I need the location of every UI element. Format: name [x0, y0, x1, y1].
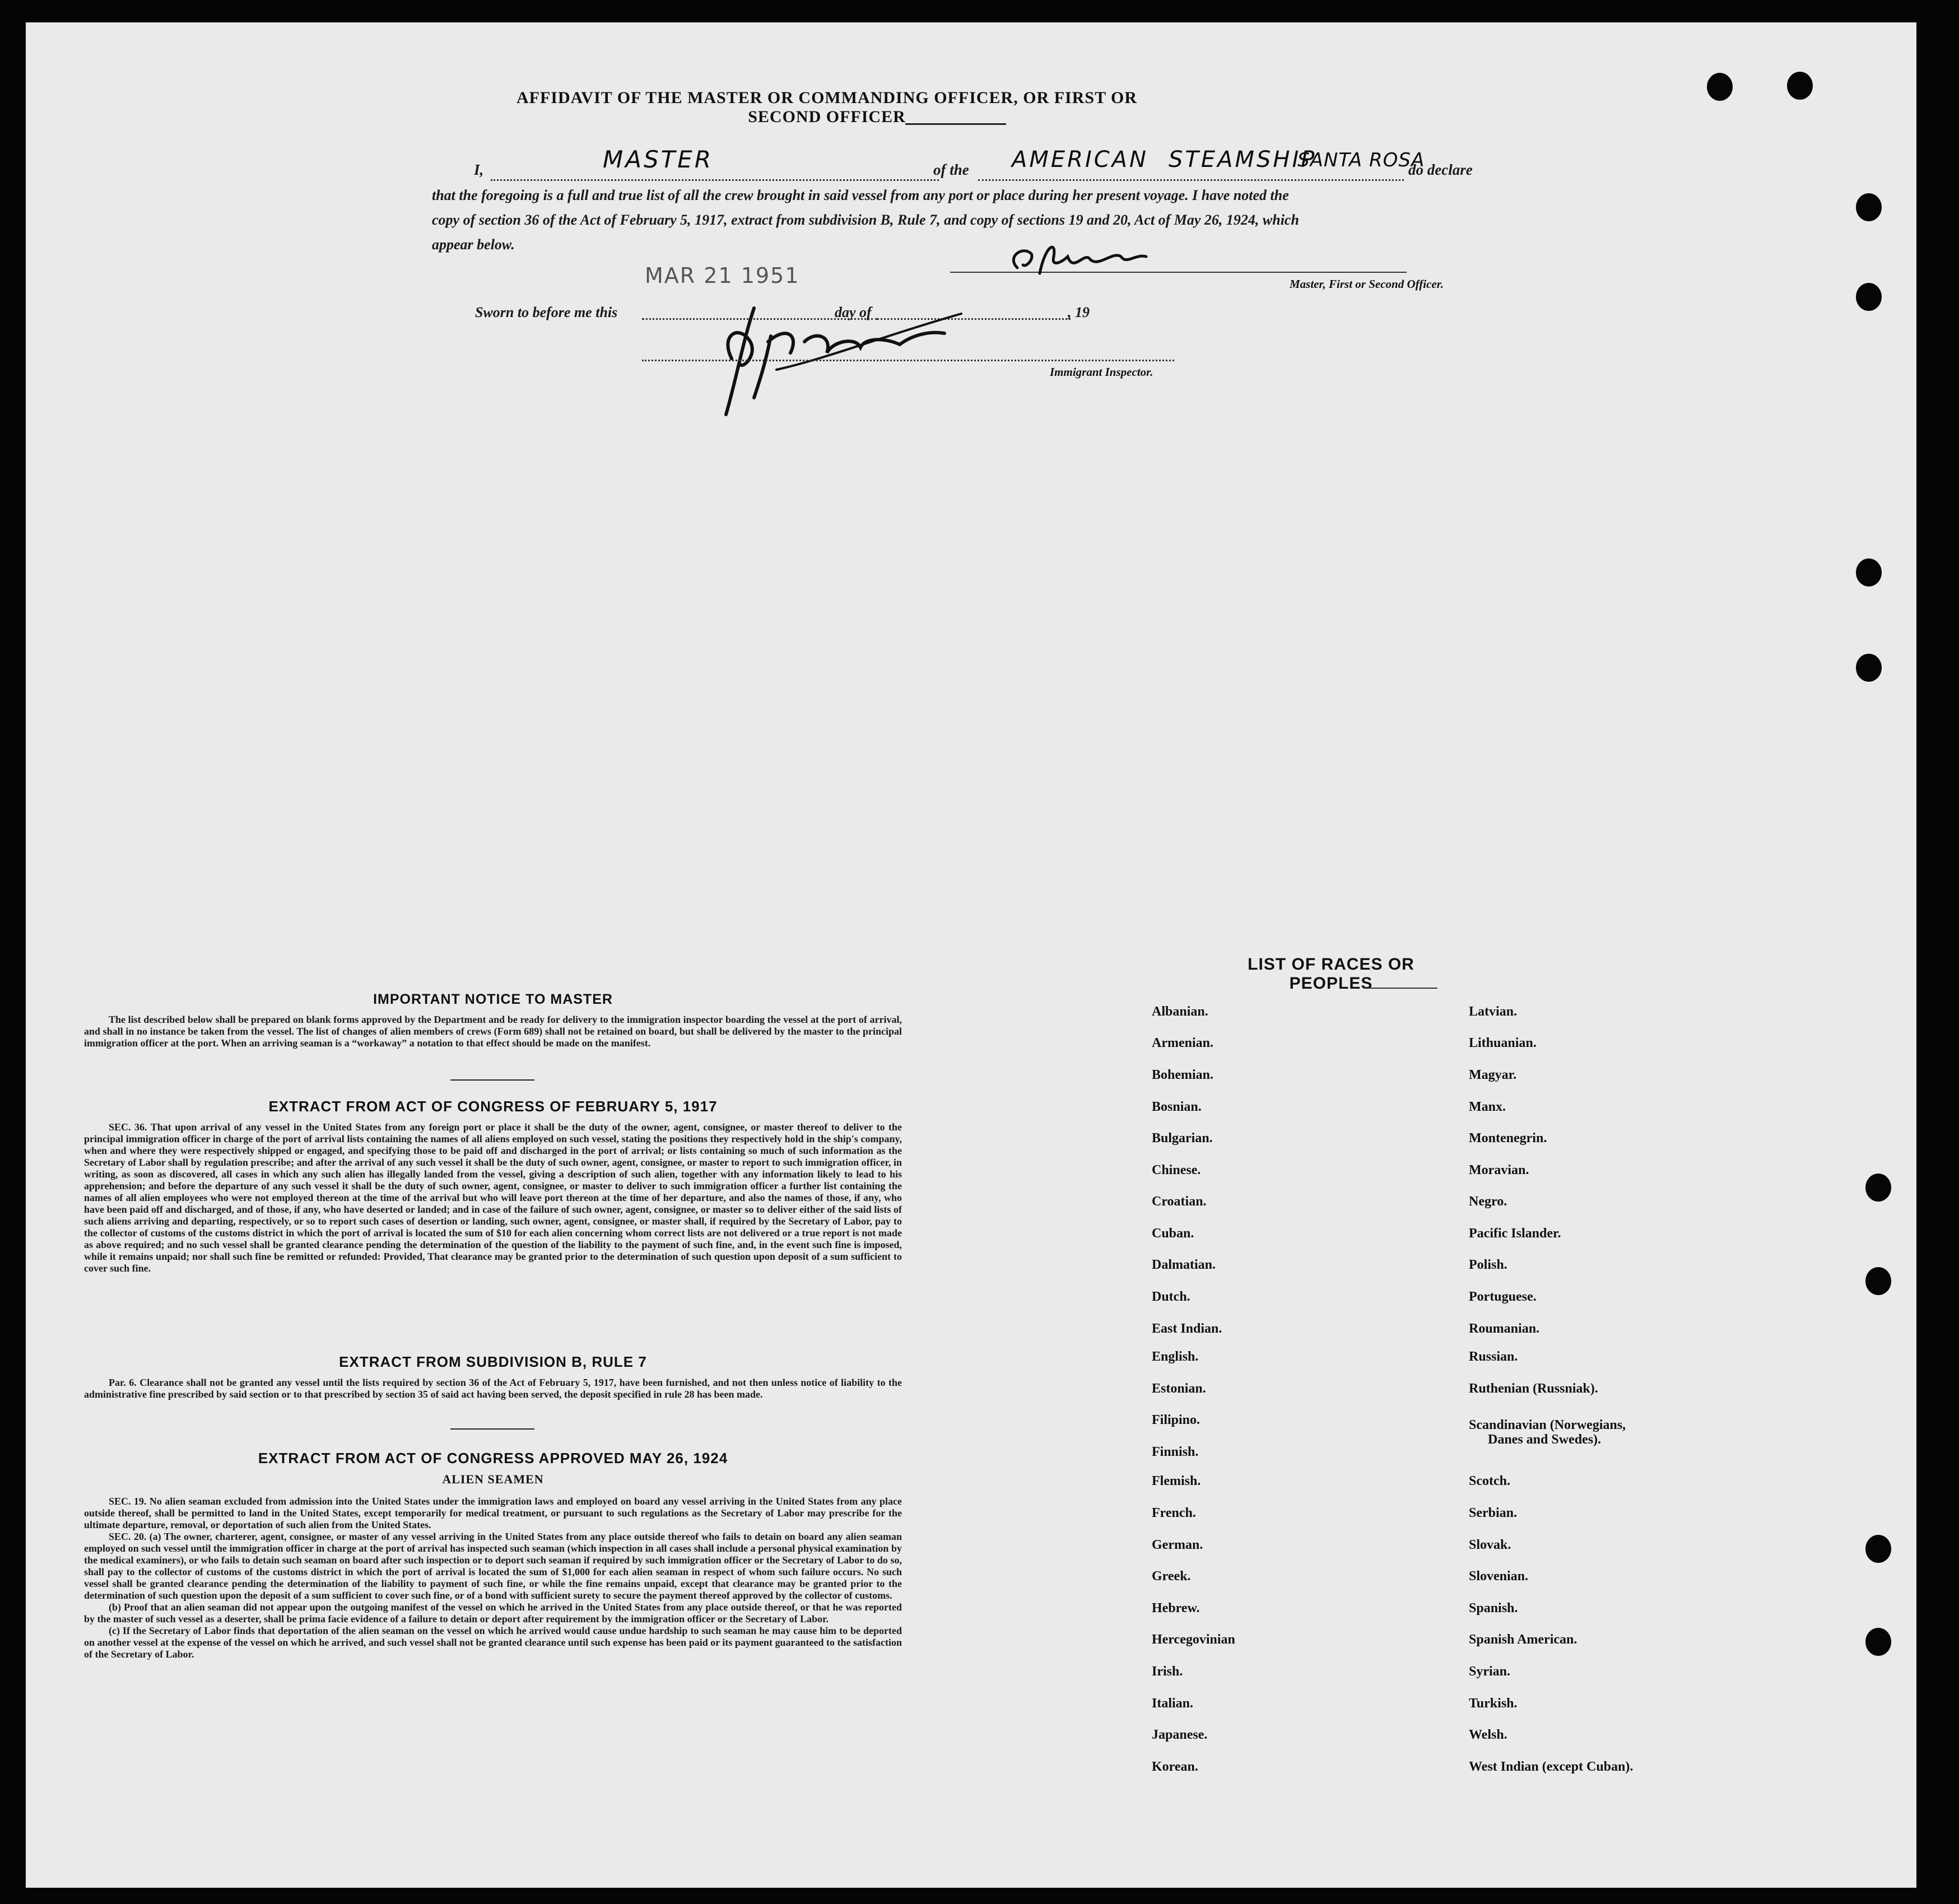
extract-1924-sec19: SEC. 19. No alien seaman excluded from admission into the United States under the immigration laws and employed on board any vessel arriving in the United States from any place outside thereof, shall be permitted to land in the United States, except temporarily for medical treatment, or pursuant to such regulations as the Secretary of Labor may prescribe for the ultimate departure, removal, or deportation of such alien from the United States.: [84, 1496, 902, 1530]
sworn-day-of: day of: [835, 304, 872, 320]
race-item: Scandinavian (Norwegians,: [1469, 1418, 1626, 1432]
race-item: Spanish.: [1469, 1601, 1518, 1616]
extract-1924-sec20b: (b) Proof that an alien seaman did not appear upon the outgoing manifest of the vessel on which he arrived in the United States from any place outside thereof, or that he was reported by the master of such vessel as a deserter, shall be prima facie evidence of a failure to detain or deport after requirement by the immigration officer or the Secretary of Labor.: [84, 1602, 902, 1624]
extract-1917-text: [84, 1121, 902, 1274]
extract-rule7-paragraph: Par. 6. Clearance shall not be granted any vessel until the lists required by section 36 of the Act of February 5, 1917, have been furnished, and not then unless notice of liability to the administrative fine prescribed by said section or to that prescribed by section 35 of said act having been served, the deposit specified in rule 28 has been made.: [84, 1377, 902, 1400]
affidavit-line3: copy of section 36 of the Act of February 5, 1917, extract from subdivision B, Rule 7, and copy of sections 19 and 20, Act of May 26, 1924, which: [432, 212, 1299, 228]
race-item: Russian.: [1469, 1349, 1518, 1364]
punch-hole: [1856, 193, 1882, 221]
race-item: Ruthenian (Russniak).: [1469, 1381, 1598, 1396]
punch-hole: [1856, 654, 1882, 682]
races-title-underline: [1365, 988, 1437, 989]
race-item: Chinese.: [1152, 1163, 1201, 1177]
race-item: Spanish American.: [1469, 1632, 1578, 1647]
affidavit-title: AFFIDAVIT OF THE MASTER OR COMMANDING OFFICER, OR FIRST OR SECOND OFFICER: [516, 89, 1138, 126]
extract-1924-sec20c: (c) If the Secretary of Labor finds that deportation of the alien seaman on the vessel on which he arrived would cause undue hardship to such seaman he may cause him to be deported on another vessel at the expense of the vessel on which he arrived, and such vessel shall not be granted clearance until such expense has been paid or its payment guaranteed to the satisfaction of the Secretary of Labor.: [84, 1625, 902, 1660]
race-item: Filipino.: [1152, 1413, 1200, 1427]
race-item: Croatian.: [1152, 1194, 1207, 1209]
race-item: Estonian.: [1152, 1381, 1206, 1396]
race-item: Armenian.: [1152, 1036, 1213, 1050]
extract-1924-sec20a: SEC. 20. (a) The owner, charterer, agent, consignee, or master of any vessel arriving in the United States from any place outside thereof who fails to detain on board any alien seaman employed on such vessel until the immigration officer in charge at the port of arrival has inspected such seaman (which inspection in all cases shall include a personal physical examination by the medical examiners), or who fails to detain such seaman on board after such inspection or to deport such seaman if required by such immigration officer or the Secretary of Labor to do so, shall pay to the collector of customs of the customs district in which the port of arrival is located the sum of $1,000 for each alien seaman in respect of whom such failure occurs. No such vessel shall be granted clearance pending the determination of the liability to payment of such fine, or while the fine remains unpaid, except that clearance may be granted prior to the determination of such question upon the deposit of a sum sufficient to cover such fine, or of a bond with sufficient surety to secure the payment thereof approved by the collector of customs.: [84, 1531, 902, 1601]
race-item: Welsh.: [1469, 1728, 1507, 1742]
extract-rule7-title: EXTRACT FROM SUBDIVISION B, RULE 7: [339, 1353, 647, 1370]
handwritten-nationality: AMERICAN: [1012, 147, 1148, 173]
race-item: Bulgarian.: [1152, 1131, 1213, 1146]
race-item: Magyar.: [1469, 1068, 1517, 1082]
punch-hole: [1865, 1628, 1891, 1656]
notice-text: [84, 1014, 902, 1049]
race-item: Irish.: [1152, 1664, 1183, 1679]
handwritten-vessel-name: SANTA ROSA: [1297, 149, 1425, 171]
extract-1917-title: EXTRACT FROM ACT OF CONGRESS OF FEBRUARY 5, 1917: [268, 1098, 718, 1115]
race-item: Slovenian.: [1469, 1569, 1529, 1584]
race-item: Latvian.: [1469, 1004, 1518, 1019]
punch-hole: [1707, 73, 1733, 101]
title-underline: [905, 123, 1006, 125]
punch-hole: [1865, 1267, 1891, 1295]
race-item: Finnish.: [1152, 1445, 1199, 1459]
race-item: French.: [1152, 1506, 1196, 1520]
race-item: Negro.: [1469, 1194, 1507, 1209]
inspector-signature: [687, 274, 978, 437]
race-item: Bohemian.: [1152, 1068, 1214, 1082]
race-item: Flemish.: [1152, 1474, 1201, 1488]
race-item: Lithuanian.: [1469, 1036, 1537, 1050]
race-item: English.: [1152, 1349, 1199, 1364]
race-item: Scotch.: [1469, 1474, 1510, 1488]
sworn-year: , 19: [1068, 304, 1090, 320]
extract-1924-subtitle: ALIEN SEAMEN: [442, 1472, 544, 1486]
document-page: [26, 22, 1916, 1888]
race-item: Montenegrin.: [1469, 1131, 1547, 1146]
race-item: Syrian.: [1469, 1664, 1511, 1679]
race-item: Albanian.: [1152, 1004, 1208, 1019]
race-item: Roumanian.: [1469, 1321, 1540, 1336]
rule7-divider: [450, 1428, 534, 1430]
race-item: Turkish.: [1469, 1696, 1518, 1711]
date-stamp: MAR 21 1951: [645, 263, 800, 288]
race-item: Korean.: [1152, 1759, 1198, 1774]
punch-hole: [1865, 1535, 1891, 1563]
inspector-signature-line: [642, 360, 1174, 361]
handwritten-vessel-type: STEAMSHIP: [1169, 147, 1317, 173]
race-item: Italian.: [1152, 1696, 1194, 1711]
notice-paragraph: The list described below shall be prepared on blank forms approved by the Department and be ready for delivery to the immigration inspector boarding the vessel at the port of arrival, and shall in no instance be taken from the vessel. The list of changes of alien members of crews (Form 689) shall not be retained on board, but shall be delivered by the master to the principal immigration officer at the port. When an arriving seaman is a “workaway” a notation to that effect should be made on the manifest.: [84, 1014, 902, 1049]
officer-field-line: [491, 179, 939, 181]
race-item: Hebrew.: [1152, 1601, 1200, 1616]
race-item: Slovak.: [1469, 1538, 1511, 1552]
race-item: Portuguese.: [1469, 1289, 1537, 1304]
extract-rule7-text: [84, 1377, 902, 1400]
race-item: Greek.: [1152, 1569, 1191, 1584]
handwritten-officer: MASTER: [603, 146, 714, 173]
race-item: Hercegovinian: [1152, 1632, 1235, 1647]
master-caption: Master, First or Second Officer.: [1290, 277, 1444, 291]
affidavit-line1-suffix: do declare: [1408, 161, 1473, 178]
race-item: Danes and Swedes).: [1488, 1432, 1602, 1447]
race-item: Dutch.: [1152, 1289, 1190, 1304]
races-list-title: LIST OF RACES OR PEOPLES: [1248, 955, 1414, 993]
affidavit-line2: that the foregoing is a full and true list of all the crew brought in said vessel from any port or place during her present voyage. I have noted the: [432, 187, 1289, 203]
notice-title: IMPORTANT NOTICE TO MASTER: [373, 991, 613, 1007]
race-item: Dalmatian.: [1152, 1258, 1216, 1272]
punch-hole: [1856, 283, 1882, 311]
vessel-field-line: [978, 179, 1404, 181]
extract-1924-title: EXTRACT FROM ACT OF CONGRESS APPROVED MAY 26, 1924: [258, 1450, 728, 1467]
race-item: West Indian (except Cuban).: [1469, 1759, 1634, 1774]
affidavit-line1-of-the: of the: [933, 161, 969, 178]
punch-hole: [1787, 72, 1813, 100]
punch-hole: [1865, 1174, 1891, 1202]
race-item: Manx.: [1469, 1100, 1506, 1114]
race-item: Bosnian.: [1152, 1100, 1202, 1114]
race-item: Japanese.: [1152, 1728, 1208, 1742]
race-item: Cuban.: [1152, 1226, 1194, 1241]
affidavit-line4: appear below.: [432, 236, 515, 253]
race-item: Moravian.: [1469, 1163, 1529, 1177]
extract-1924-text: [84, 1496, 902, 1660]
affidavit-line1-prefix: I,: [474, 161, 484, 178]
race-item: Serbian.: [1469, 1506, 1518, 1520]
sworn-prefix: Sworn to before me this: [475, 304, 618, 320]
race-item: Pacific Islander.: [1469, 1226, 1561, 1241]
master-signature: [1001, 234, 1169, 285]
extract-1917-paragraph: SEC. 36. That upon arrival of any vessel in the United States from any foreign port or place it shall be the duty of the owner, agent, consignee, or master thereof to deliver to the principal immigration officer in charge of the port of arrival lists containing the names of all aliens employed on such vessel, stating the positions they respectively hold in the ship's company, when and where they were respectively shipped or engaged, and specifying those to be paid off and discharged in the port of arrival; or lists containing so much of such information as the Secretary of Labor shall by regulation prescribe; and after the arrival of any such vessel it shall be the duty of such owner, agent, consignee, or master to report to such immigration officer, in writing, as soon as discovered, all cases in which any such alien has illegally landed from the vessel, giving a description of such alien, together with any information likely to lead to his apprehension; and before the departure of any such vessel it shall be the duty of such owner, agent, consignee, or master to deliver to such immigration officer a further list containing the names of all alien employees who were not employed thereon at the time of the arrival but who will leave port thereon at the time of her departure, and also the names of those, if any, who have been paid off and discharged, and of those, if any, who have deserted or landed; and in case of the failure of such owner, agent, consignee, or master so to deliver either of the said lists of such aliens arriving and departing, respectively, or so to report such cases of desertion or landing, such owner, agent, consignee, or master shall, if required by the Secretary of Labor, pay to the collector of customs of the customs district in which the port of arrival is located the sum of $10 for each alien concerning whom correct lists are not delivered or a true report is not made as above required; and no such vessel shall be granted clearance pending the determination of the question of the liability to the payment of such fine, and, in the event such fine is imposed, while it remains unpaid; nor shall such fine be remitted or refunded: Provided, That clearance may be granted prior to the determination of such question upon deposit of a sum sufficient to cover such fine.: [84, 1121, 902, 1274]
race-item: German.: [1152, 1538, 1203, 1552]
race-item: Polish.: [1469, 1258, 1507, 1272]
race-item: East Indian.: [1152, 1321, 1222, 1336]
punch-hole: [1856, 558, 1882, 586]
notice-divider: [450, 1079, 534, 1081]
inspector-caption: Immigrant Inspector.: [1050, 365, 1153, 379]
